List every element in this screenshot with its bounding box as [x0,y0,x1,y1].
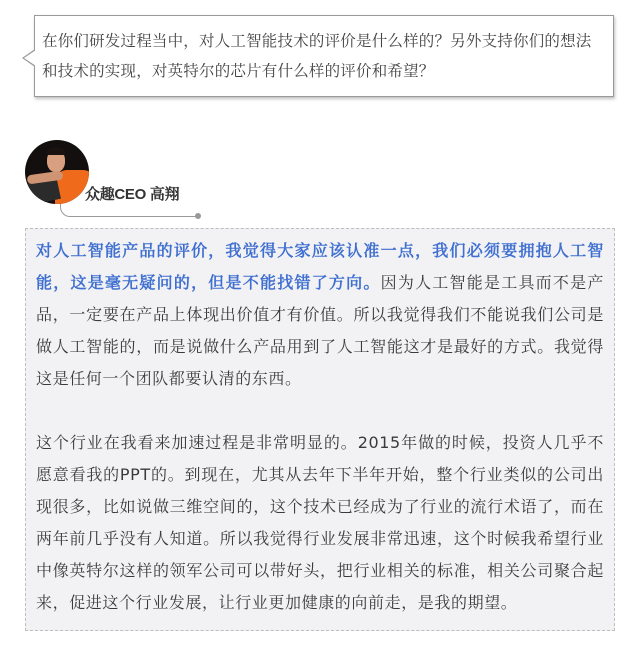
speaker-avatar [25,140,89,204]
answer-text: 这个行业在我看来加速过程是非常明显的。2015年做的时候，投资人几乎不愿意看我的PPT的。到现在，尤其从去年下半年开始，整个行业类似的公司出现很多，比如说做三维空间的，这个技术已经成为了行业的流行术语了，而在两年前几乎没有人知道。所以我觉得行业发展非常迅速，这个时候我希望行业中像英特尔这样的领军公司可以带好头，把行业相关的标准，相关公司聚合起来，促进这个行业发展，让行业更加健康的向前走，是我的期望。 [36,433,604,612]
question-text: 在你们研发过程当中，对人工智能技术的评价是什么样的？另外支持你们的想法和技术的实现，对英特尔的芯片有什么样的评价和希望？ [42,32,592,80]
speaker-name: 众趣CEO 高翔 [85,186,180,203]
answer-paragraph [36,235,604,395]
answer-highlight: 对人工智能产品的评价，我觉得大家应该认准一点，我们必须要拥抱人工智能，这是毫无疑问的，但是不能找错了方向。 [36,241,604,292]
answer-box [25,228,615,631]
answer-text: 因为人工智能是工具而不是产品，一定要在产品上体现出价值才有价值。所以我觉得我们不能说我们公司是做人工智能的，而是说做什么产品用到了人工智能这才是最好的方式。我觉得这是任何一个团队都要认清的东西。 [36,273,604,388]
answer-paragraph [36,427,604,619]
question-bubble [34,15,614,97]
connector-line [60,204,198,217]
bubble-tail-fill [24,50,36,66]
connector-dot [195,213,201,219]
